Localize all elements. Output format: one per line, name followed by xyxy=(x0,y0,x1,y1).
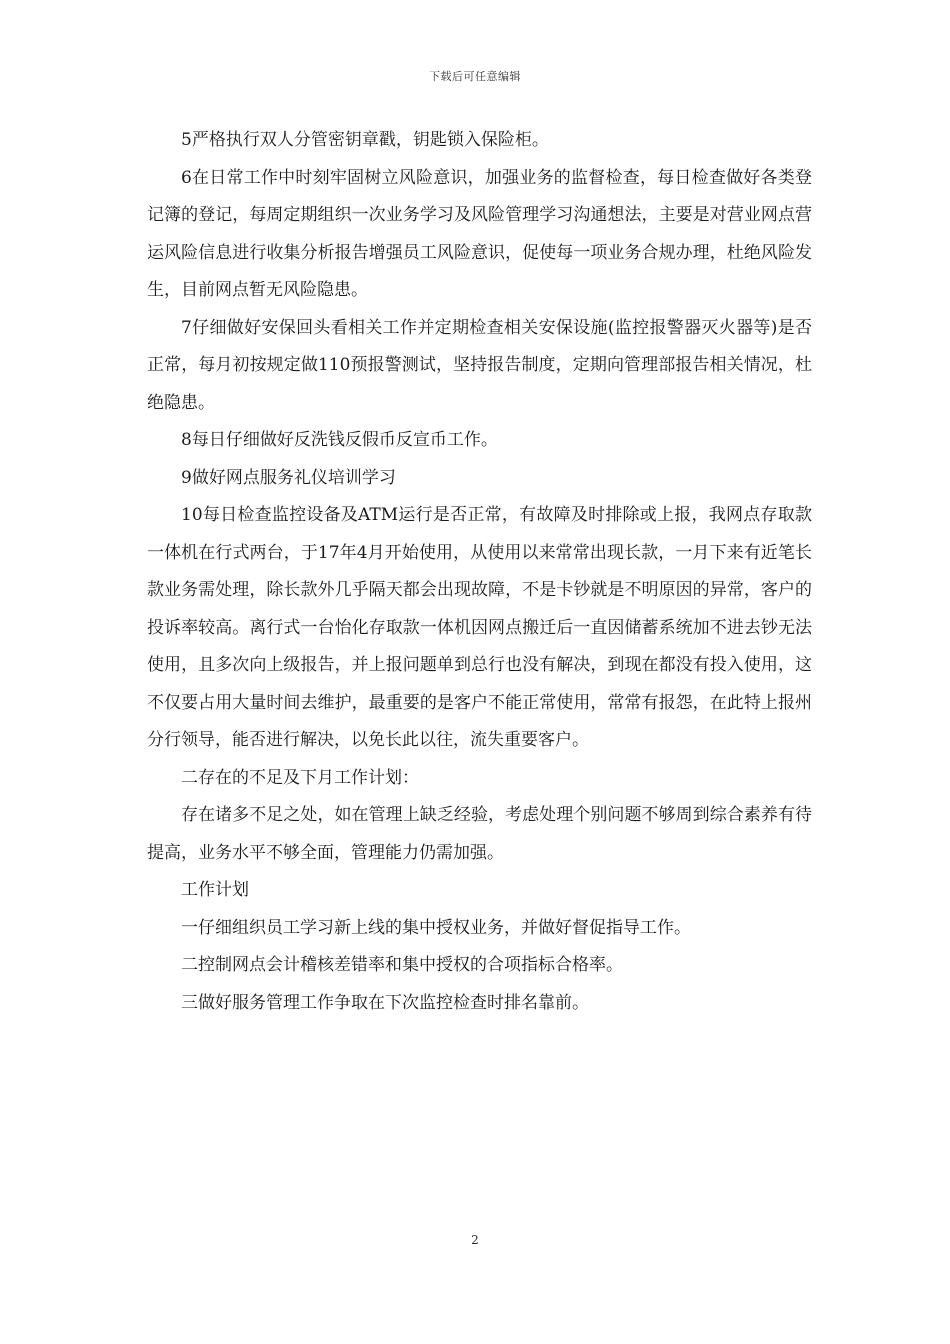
plan-item-2: 二控制网点会计稽核差错率和集中授权的合项指标合格率。 xyxy=(181,955,623,975)
document-body xyxy=(147,122,812,1022)
paragraph-shortcomings: 存在诸多不足之处，如在管理上缺乏经验，考虑处理个别问题不够周到综合素养有待提高，业务水平不够全面，管理能力仍需加强。 xyxy=(147,805,812,863)
page-number: 2 xyxy=(471,1233,479,1247)
section-heading-shortcomings: 二存在的不足及下月工作计划： xyxy=(181,767,419,788)
paragraph-item-5: 5严格执行双人分管密钥章戳，钥匙锁入保险柜。 xyxy=(181,130,549,150)
paragraph-item-8: 8每日仔细做好反洗钱反假币反宣币工作。 xyxy=(181,430,498,450)
paragraph-item-7: 7仔细做好安保回头看相关工作并定期检查相关安保设施(监控报警器灭火器等)是否正常，每月初按规定做110预报警测试，坚持报告制度，定期向管理部报告相关情况，杜绝隐患。 xyxy=(147,317,812,413)
header-note: 下载后可任意编辑 xyxy=(429,70,521,83)
paragraph-item-6: 6在日常工作中时刻牢固树立风险意识，加强业务的监督检查，每日检查做好各类登记簿的登记，每周定期组织一次业务学习及风险管理学习沟通想法，主要是对营业网点营运风险信息进行收集分析报告增强员工风险意识，促使每一项业务合规办理，杜绝风险发生，目前网点暂无风险隐患。 xyxy=(147,167,812,300)
plan-item-1: 一仔细组织员工学习新上线的集中授权业务，并做好督促指导工作。 xyxy=(181,917,691,938)
plan-item-3: 三做好服务管理工作争取在下次监控检查时排名靠前。 xyxy=(181,992,589,1013)
section-heading-work-plan: 工作计划 xyxy=(181,880,249,900)
paragraph-item-10: 10每日检查监控设备及ATM运行是否正常，有故障及时排除或上报，我网点存取款一体机在行式两台，于17年4月开始使用，从使用以来常常出现长款，一月下来有近笔长款业务需处理，除长款外几乎隔天都会出现故障，不是卡钞就是不明原因的异常，客户的投诉率较高。离行式一台怡化存取款一体机因网点搬迁后一直因储蓄系统加不进去钞无法使用，且多次向上级报告，并上报问题单到总行也没有解决，到现在都没有投入使用，这不仅要占用大量时间去维护，最重要的是客户不能正常使用，常常有报怨，在此特上报州分行领导，能否进行解决，以免长此以往，流失重要客户。 xyxy=(147,505,812,750)
paragraph-item-9: 9做好网点服务礼仪培训学习 xyxy=(181,467,396,488)
